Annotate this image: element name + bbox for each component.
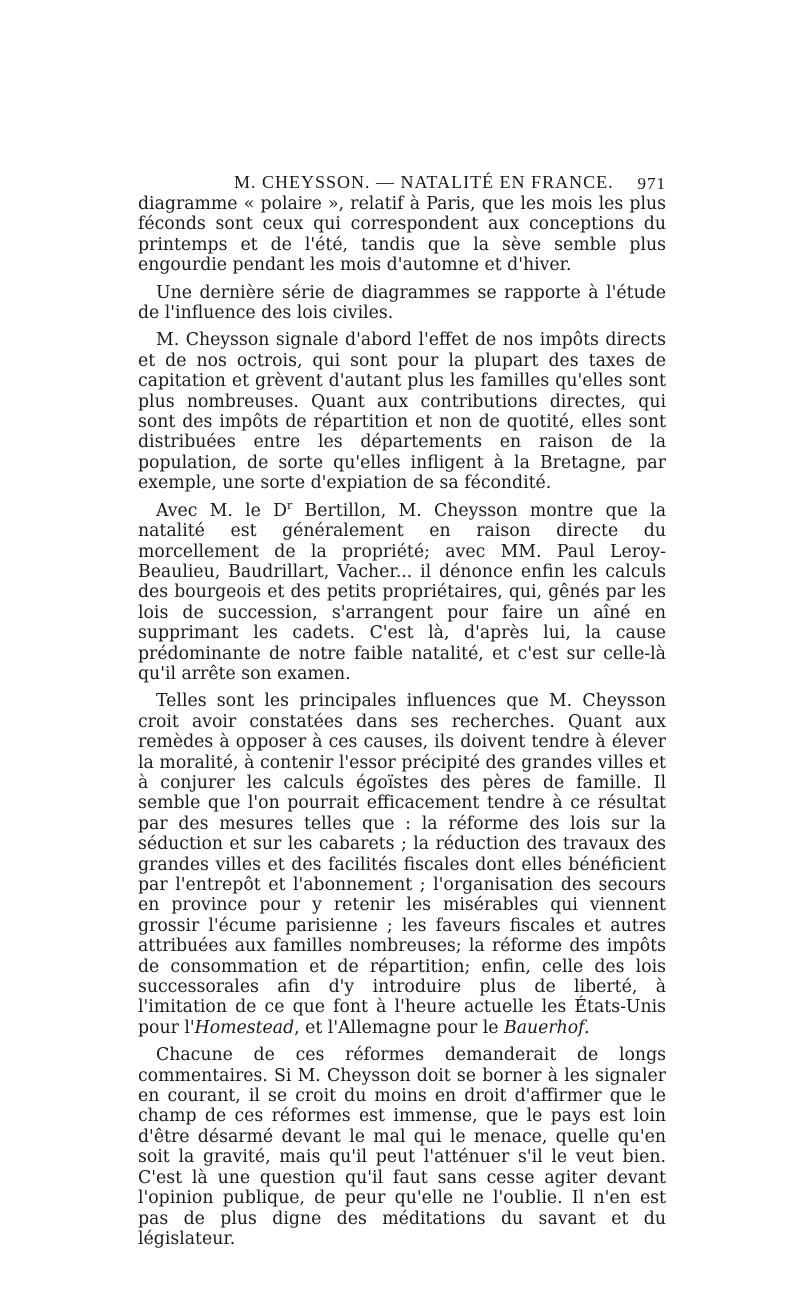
running-title: M. CHEYSSON. — NATALITÉ EN FRANCE. (234, 172, 614, 192)
body-text (138, 194, 666, 1249)
paragraph-5-between: , et l'Allemagne pour le (294, 1017, 505, 1038)
paragraph-5 (138, 691, 666, 1038)
paragraph-4-start: Avec M. le D (156, 500, 288, 521)
paragraph-3: M. Cheysson signale d'abord l'effet de nos impôts directs et de nos octrois, qui sont pour la plupart des taxes de capitation et grèvent d'autant plus les familles qu'elles sont plus nombreuses. Quant aux contributions directes, qui sont des impôts de répartition et non de quotité, elles sont distribuées entre les départements en raison de la population, de sorte qu'elles infligent à la Bretagne, par exemple, une sorte d'expiation de sa fécondité. (138, 330, 666, 494)
doctor-abbrev-superscript: r (287, 498, 293, 512)
page-number: 971 (637, 174, 666, 193)
paragraph-4 (138, 498, 666, 685)
paragraph-2: Une dernière série de diagrammes se rapporte à l'étude de l'influence des lois civiles. (138, 282, 666, 324)
paragraph-6: Chacune de ces réformes demanderait de longs commentaires. Si M. Cheysson doit se borner à les signaler en courant, il se croit du moins en droit d'affirmer que le champ de ces réformes est immense, que le pays est loin d'être désarmé devant le mal qui le menace, quelle qu'en soit la gravité, mais qu'il peut l'atténuer s'il le veut bien. C'est là une question qu'il faut sans cesse agiter devant l'opinion publique, de peur qu'elle ne l'oublie. Il n'en est pas de plus digne des méditations du savant et du législateur. (138, 1045, 666, 1249)
running-head (138, 170, 666, 194)
paragraph-4-rest: Bertillon, M. Cheysson montre que la natalité est généralement en raison directe du morcellement de la propriété; avec MM. Paul Leroy-Beaulieu, Baudrillart, Vacher... il dénonce enfin les calculs des bourgeois et des petits propriétaires, qui, gênés par les lois de succession, s'arrangent pour faire un aîné en supprimant les cadets. C'est là, d'après lui, la cause prédominante de notre faible natalité, et c'est sur celle-là qu'il arrête son examen. (138, 500, 666, 684)
paragraph-5-main: Telles sont les principales influences que M. Cheysson croit avoir constatées dans ses recherches. Quant aux remèdes à opposer à ces causes, ils doivent tendre à élever la moralité, à contenir l'essor précipité des grandes villes et à conjurer les calculs égoïstes des pères de famille. Il semble que l'on pourrait efficacement tendre à ce résultat par des mesures telles que : la réforme des lois sur la séduction et sur les cabarets ; la réduction des travaux des grandes villes et des facilités fiscales dont elles bénéficient par l'entrepôt et l'abonnement ; l'organisation des secours en province pour y retenir les misérables qui viennent grossir l'écume parisienne ; les faveurs fiscales et autres attribuées aux familles nombreuses; la réforme des impôts de consommation et de répartition; enfin, celle des lois successorales afin d'y introduire plus de liberté, à l'imitation de ce que font à l'heure actuelle les États-Unis pour l' (138, 691, 666, 1038)
bauerhof-term: Bauerhof. (504, 1017, 590, 1038)
paragraph-1: diagramme « polaire », relatif à Paris, que les mois les plus féconds sont ceux qui correspondent aux conceptions du printemps et de l'été, tandis que la sève semble plus engourdie pendant les mois d'automne et d'hiver. (138, 194, 666, 276)
book-page (138, 170, 666, 1256)
homestead-term: Homestead (194, 1017, 295, 1038)
